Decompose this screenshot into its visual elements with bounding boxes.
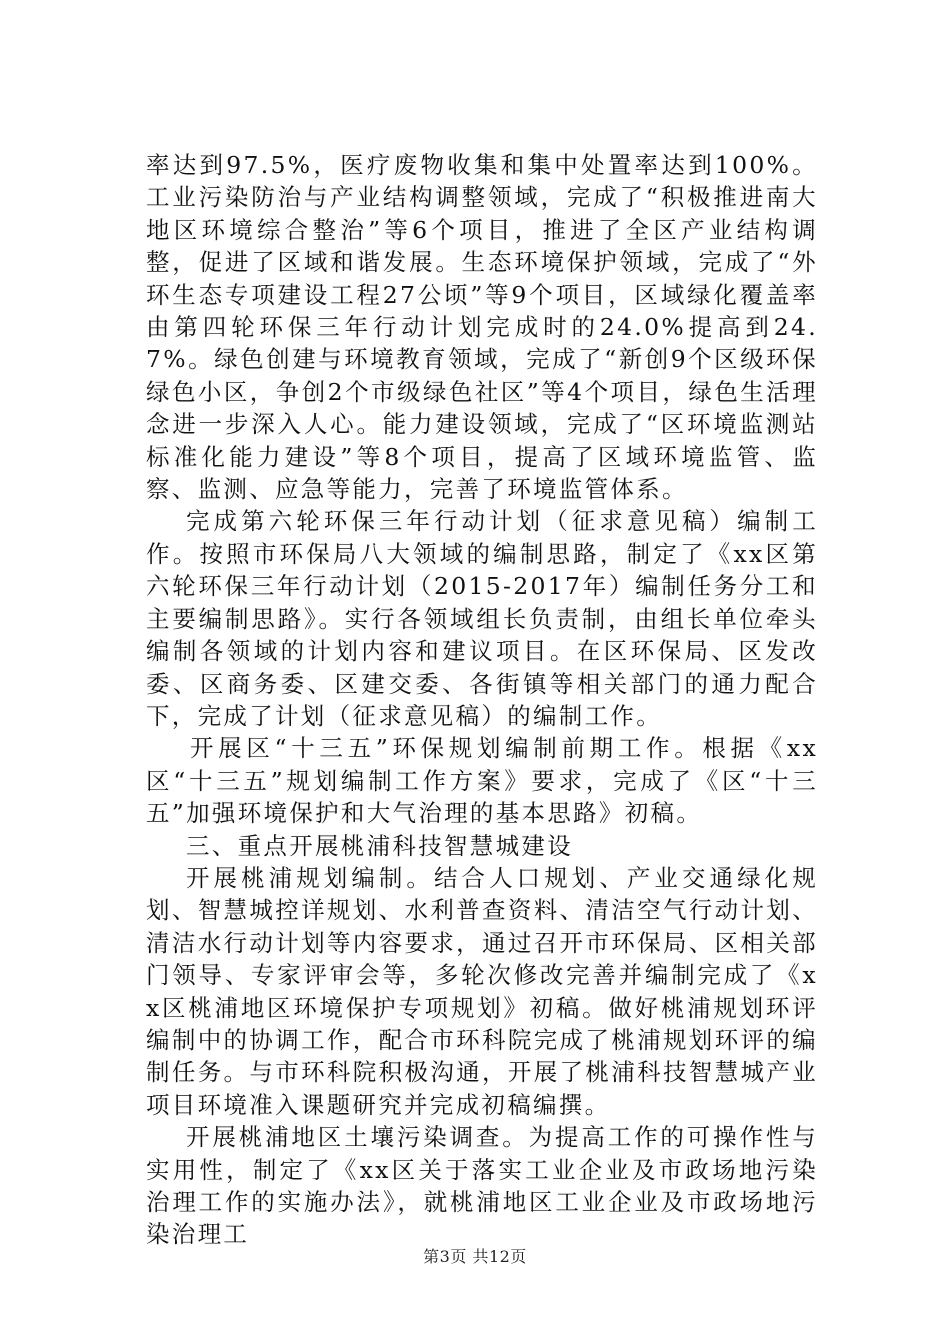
section-heading-taopu: 三、重点开展桃浦科技智慧城建设	[186, 831, 573, 860]
paragraph-sixth-round-plan: 完成第六轮环保三年行动计划（征求意见稿）编制工作。按照市环保局八大领域的编制思路，制定了《xx区第六轮环保三年行动计划（2015-2017年）编制任务分工和主要编制思路》。实行各领域组长负责制，由组长单位牵头编制各领域的计划内容和建议项目。在区环保局、区发改委、区商务委、区建交委、各街镇等相关部门的通力配合下，完成了计划（征求意见稿）的编制工作。	[146, 507, 818, 730]
document-body	[146, 149, 818, 1251]
page-number-footer: 第3页 共12页	[423, 1247, 527, 1266]
paragraph-taopu-soil-survey: 开展桃浦地区土壤污染调查。为提高工作的可操作性与实用性，制定了《xx区关于落实工业企业及市政场地污染治理工作的实施办法》，就桃浦地区工业企业及市政场地污染治理工	[146, 1123, 818, 1249]
paragraph-taopu-planning: 开展桃浦规划编制。结合人口规划、产业交通绿化规划、智慧城控详规划、水利普查资料、清洁空气行动计划、清洁水行动计划等内容要求，通过召开市环保局、区相关部门领导、专家评审会等，多轮次修改完善并编制完成了《xx区桃浦地区环境保护专项规划》初稿。做好桃浦规划环评编制中的协调工作，配合市环科院完成了桃浦规划环评的编制任务。与市环科院积极沟通，开展了桃浦科技智慧城产业项目环境准入课题研究并完成初稿编撰。	[146, 863, 818, 1119]
paragraph-environment-results: 率达到97.5%，医疗废物收集和集中处置率达到100%。工业污染防治与产业结构调整领域，完成了“积极推进南大地区环境综合整治”等6个项目，推进了全区产业结构调整，促进了区域和谐发展。生态环境保护领域，完成了“外环生态专项建设工程27公顷”等9个项目，区域绿化覆盖率由第四轮环保三年行动计划完成时的24.0%提高到24.7%。绿色创建与环境教育领域，完成了“新创9个区级环保绿色小区，争创2个市级绿色社区”等4个项目，绿色生活理念进一步深入人心。能力建设领域，完成了“区环境监测站标准化能力建设”等8个项目，提高了区域环境监管、监察、监测、应急等能力，完善了环境监管体系。	[146, 151, 818, 504]
paragraph-thirteenth-five-year: 开展区“十三五”环保规划编制前期工作。根据《xx区“十三五”规划编制工作方案》要求，完成了《区“十三五”加强环境保护和大气治理的基本思路》初稿。	[146, 734, 818, 828]
